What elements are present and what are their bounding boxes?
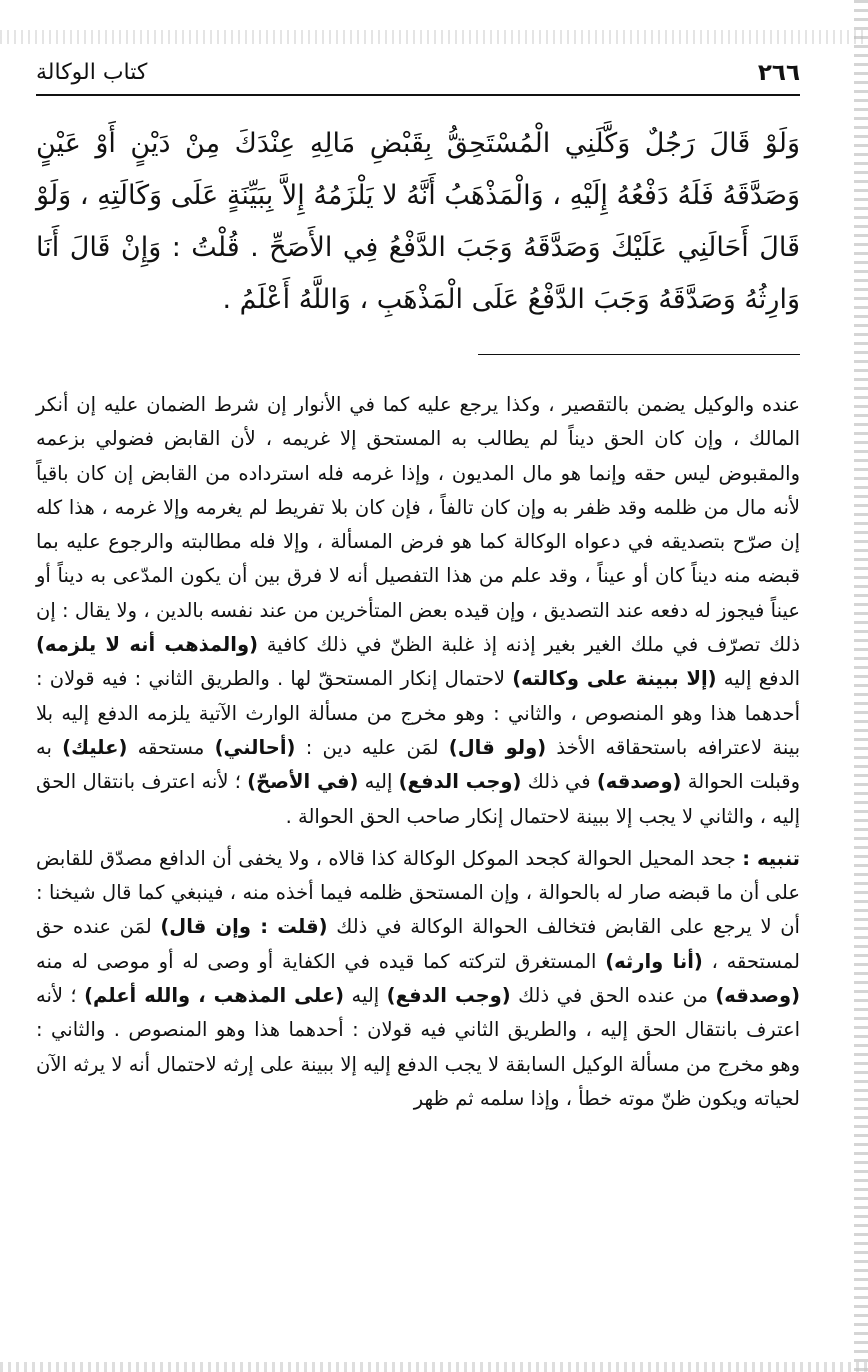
quoted-matn: (وجب الدفع) [386, 984, 511, 1008]
commentary-text: به وقبلت الحوالة [36, 735, 801, 794]
main-text: وَلَوْ قَالَ رَجُلٌ وَكَّلَنِي الْمُسْتَحِقُّ بِقَبْضِ مَالِهِ عِنْدَكَ مِنْ دَيْنٍ أَوْ عَيْنٍ وَصَدَّقَهُ فَلَهُ دَفْعُهُ إِلَيْهِ ، وَالْمَذْهَبُ أَنَّهُ لا يَلْزَمُهُ إِلاَّ بِبَيِّنَةٍ عَلَى وَكَالَتِهِ ، وَلَوْ قَالَ أَحَالَنِي عَلَيْكَ وَصَدَّقَهُ وَجَبَ الدَّفْعُ فِي الأَصَحِّ . قُلْتُ : وَإِنْ قَالَ أَنَا وَارِثُهُ وَصَدَّقَهُ وَجَبَ الدَّفْعُ عَلَى الْمَذْهَبِ ، وَاللَّهُ أَعْلَمُ . [36, 128, 800, 315]
quoted-matn: (وصدقه) [596, 770, 682, 794]
note-heading: تنبيه : [742, 846, 800, 870]
quoted-matn: (إلا ببينة على وكالته) [512, 667, 717, 691]
running-title: كتاب الوكالة [36, 60, 148, 85]
commentary-paragraph [36, 388, 800, 834]
commentary-text: في ذلك [527, 770, 591, 794]
main-text-block [36, 118, 800, 326]
commentary-text: الدفع إليه [723, 667, 800, 691]
commentary-text: لمَن عنده حق لمستحقه ، [36, 915, 800, 973]
commentary-text: إليه [351, 984, 380, 1008]
quoted-matn: (في الأصحّ) [247, 770, 359, 794]
commentary-block [36, 388, 800, 1116]
commentary-text: إليه [364, 770, 393, 794]
quoted-matn: (عليك) [62, 735, 128, 759]
commentary-text: من عنده الحق في ذلك [518, 984, 708, 1008]
commentary-text: المستغرق لتركته كما قيده في الكفاية أو وصى له أو موصى له منه [36, 949, 597, 973]
footnote-separator [478, 354, 800, 355]
commentary-text: مستحقه [137, 735, 205, 759]
quoted-matn: (أحالني) [214, 735, 296, 759]
commentary-text: لاحتمال إنكار المستحقّ لها . والطريق الثاني : فيه قولان : أحدهما هذا وهو المنصوص ، والثاني : وهو مخرج من مسألة الوارث الآتية يلزمه الدفع إليه بلا بينة لاعترافه باستحقاقه الأخذ [36, 667, 801, 759]
quoted-matn: (قلت : وإن قال) [160, 915, 328, 939]
note-paragraph [36, 842, 800, 1116]
quoted-matn: (على المذهب ، والله أعلم) [84, 984, 345, 1008]
commentary-text: ؛ لأنه اعترف بانتقال الحق إليه ، والطريق الثاني فيه قولان : أحدهما هذا وهو المنصوص . والثاني : وهو مخرج من مسألة الوكيل السابقة لا يجب الدفع إليه إلا ببينة على إرثه لاحتمال أنه لا يرثه الآن لحياته ويكون ظنّ موته خطأ ، وإذا سلمه ثم ظهر [36, 984, 800, 1110]
quoted-matn: (والمذهب أنه لا يلزمه) [36, 633, 258, 657]
quoted-matn: (ولو قال) [448, 735, 547, 759]
quoted-matn: (وجب الدفع) [398, 770, 522, 794]
scan-edge-top [0, 30, 868, 44]
quoted-matn: (وصدقه) [715, 984, 801, 1008]
quoted-matn: (أنا وارثه) [605, 949, 703, 973]
commentary-text: ؛ لأنه اعترف بانتقال الحق إليه ، والثاني لا يجب إلا ببينة لاحتمال إنكار صاحب الحق الحوالة . [36, 770, 800, 828]
scan-edge-bottom [0, 1362, 868, 1372]
scan-edge-right [854, 0, 868, 1372]
page-number: ٢٦٦ [757, 60, 800, 86]
commentary-text: لمَن عليه دين : [305, 735, 439, 759]
commentary-text: جحد المحيل الحوالة كجحد الموكل الوكالة كذا قالاه ، ولا يخفى أن الدافع مصدّق للقابض على أن ما قبضه صار له بالحوالة ، وإن المستحق ظلمه فيما أخذه منه ، فينبغي كما قال شيخنا : أن لا يرجع على القابض فتخالف الحوالة الوكالة في ذلك [36, 846, 800, 939]
page-header [36, 58, 800, 96]
commentary-text: عنده والوكيل يضمن بالتقصير ، وكذا يرجع عليه كما في الأنوار إن شرط الضمان عليه إن أنكر المالك ، وإن كان الحق ديناً لم يطالب به المستحق إلا غريمه ، لأن القابض فضولي بزعمه والمقبوض ليس حقه وإنما هو مال المديون ، وإذا غرمه فله استرداده من القابض إن كان باقياً لأنه مال من ظلمه وقد ظفر به وإن كان تالفاً ، فإن كان بلا تفريط لم يغرمه وإلا غرمه ، هذا كله إن صرّح بتصديقه في دعواه الوكالة كما هو فرض المسألة ، وإلا فله مطالبته والرجوع عليه بما قبضه منه ديناً كان أو عيناً ، وقد علم من هذا التفصيل أنه لا فرق بين أن يكون المدّعى به ديناً أو عيناً فيجوز له دفعه عند التصديق ، وإن قيده بعض المتأخرين من عند نفسه بالدين ، ولا يقال : إن ذلك تصرّف في ملك الغير بغير إذنه إذ غلبة الظنّ في ذلك كافية [36, 393, 801, 657]
